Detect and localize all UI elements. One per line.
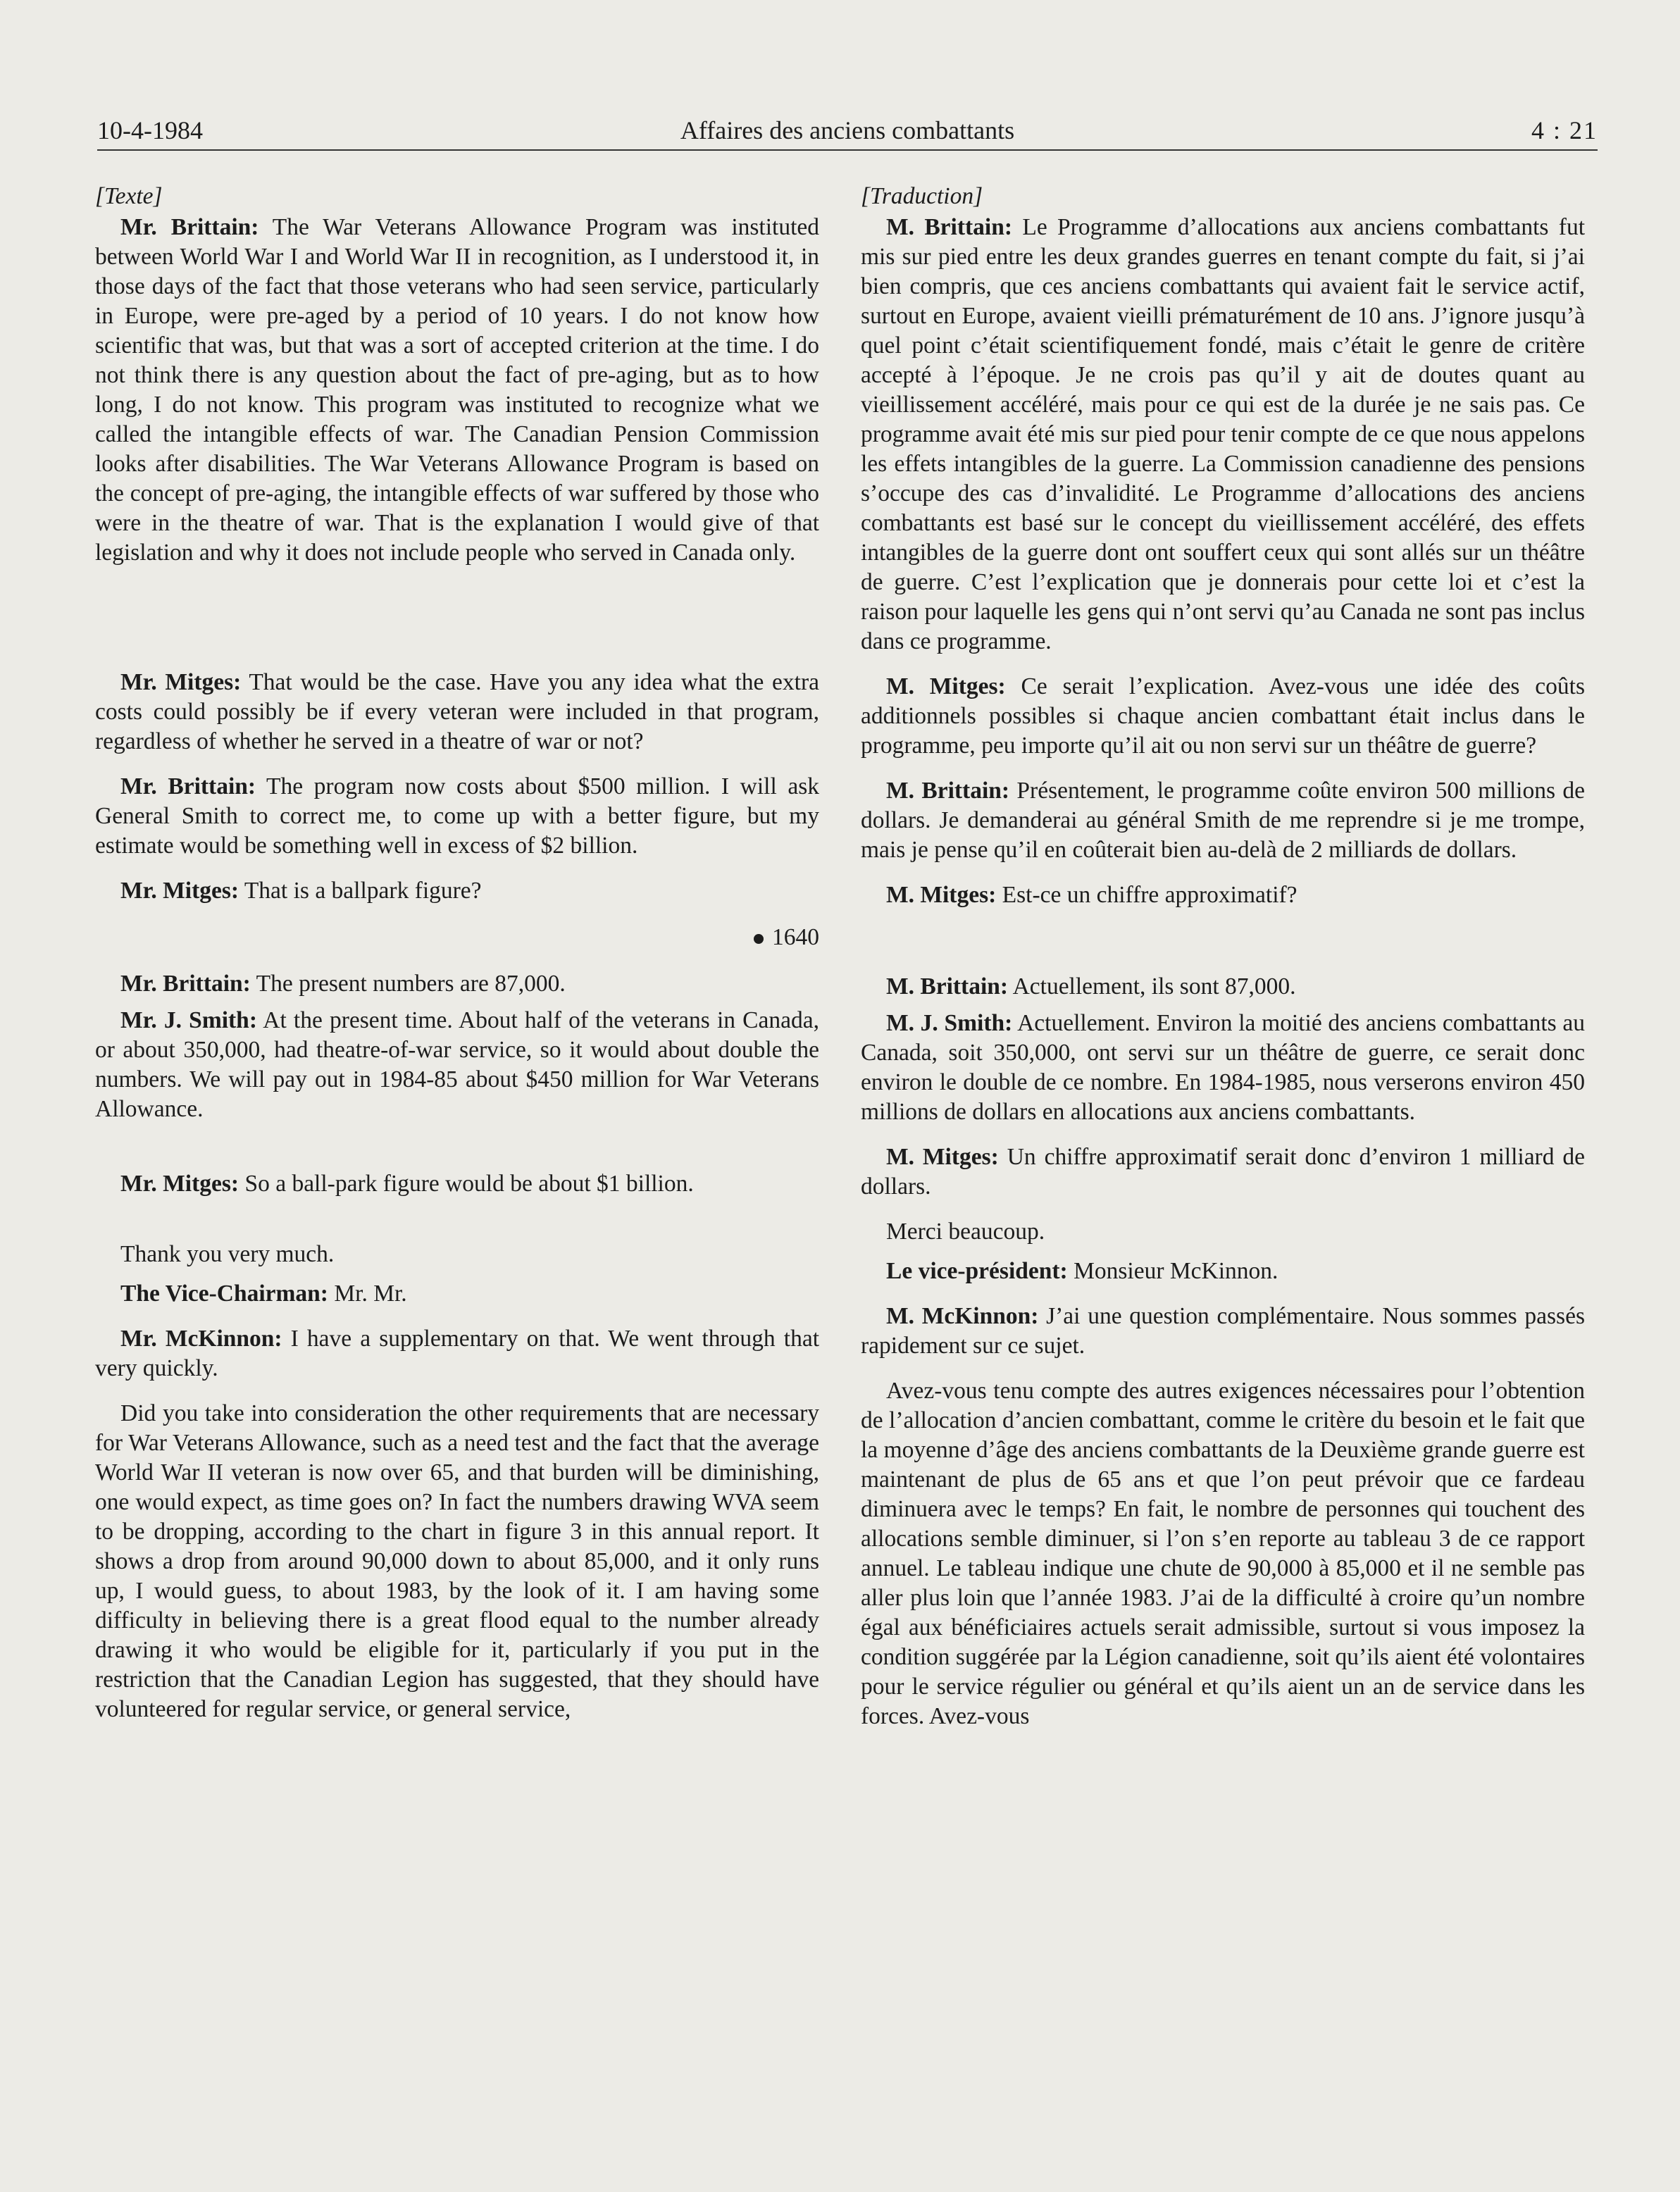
speaker-name: M. McKinnon: xyxy=(886,1303,1039,1329)
intervention-brittain-2 xyxy=(95,772,819,861)
intervention-mitges-2 xyxy=(861,880,1585,910)
speech-text: The program now costs about $500 million. I will ask General Smith to correct me, to come up with a better figure, but my estimate would be something well in excess of $2 billion. xyxy=(95,773,819,859)
time-stamp: 1640 xyxy=(772,924,819,950)
speaker-name: M. Brittain: xyxy=(886,973,1009,1000)
speaker-name: Mr. Mitges: xyxy=(120,1171,239,1197)
header-date: 10-4-1984 xyxy=(97,116,203,144)
section-tag: [Texte] xyxy=(95,183,163,209)
speaker-name: Mr. Mitges: xyxy=(120,669,242,695)
speech-text: Actuellement. Environ la moitié des anciens combattants au Canada, soit 350,000, ont servi sur un théâtre de guerre, ce serait donc environ le double de ce nombre. En 1984-1985, nous verserons environ 450 millions de dollars en allocations aux anciens combattants. xyxy=(861,1010,1586,1125)
speech-text: Un chiffre approximatif serait donc d’environ 1 milliard de dollars. xyxy=(861,1144,1585,1200)
intervention-vice-president xyxy=(861,1257,1585,1286)
intervention-brittain-1 xyxy=(861,213,1585,656)
speaker-name: Mr. Brittain: xyxy=(120,214,259,240)
english-column xyxy=(95,182,819,1724)
speech-text: Est-ce un chiffre approximatif? xyxy=(996,882,1298,908)
intervention-mitges-1 xyxy=(861,672,1585,761)
speech-text: I have a supplementary on that. We went through that very quickly. xyxy=(95,1326,820,1381)
bullet-icon xyxy=(754,934,764,944)
header-page-number: 4 : 21 xyxy=(1531,116,1598,144)
intervention-vice-chairman xyxy=(95,1279,819,1309)
paragraph-mckinnon-question: Avez-vous tenu compte des autres exigences nécessaires pour l’obtention de l’allocation d’ancien combattant, comme le critère du besoin et le fait que la moyenne d’âge des anciens combattants de la Deuxième grande guerre est maintenant de plus de 65 ans et que l’on peut prévoir que ce fardeau diminuera avec le temps? En fait, le nombre de personnes qui touchent des allocations semble diminuer, si l’on s’en reporte au tableau 3 de ce rapport annuel. Le tableau indique une chute de 90,000 à 85,000 et il ne semble pas aller plus loin que l’année 1983. J’ai de la difficulté à croire qu’un nombre égal aux bénéficiaires actuels serait admissible, surtout si vous imposez la condition suggérée par la Légion canadienne, soit qu’ils aient été volontaires pour le service régulier ou général et qu’ils aient un an de service dans les forces. Avez-vous xyxy=(861,1378,1585,1729)
time-marker xyxy=(95,923,819,952)
speech-text: The present numbers are 87,000. xyxy=(250,971,566,997)
speech-text: At the present time. About half of the veterans in Canada, or about 350,000, had theatre-of-war service, so it would about double the numbers. We will pay out in 1984-85 about $450 million for War Veterans Allowance. xyxy=(95,1007,819,1122)
speech-text: The War Veterans Allowance Program was instituted between World War I and World War II in recognition, as I understood it, in those days of the fact that those veterans who had seen service, particularly in Europe, were pre-aged by a period of 10 years. I do not know how scientific that was, but that was a sort of accepted criterion at the time. I do not think there is any question about the fact of pre-aging, but as to how long, I do not know. This program was instituted to recognize what we called the intangible effects of war. The Canadian Pension Commission looks after disabilities. The War Veterans Allowance Program is based on the concept of pre-aging, the intangible effects of war suffered by those who were in the theatre of war. That is the explanation I would give of that legislation and why it does not include people who served in Canada only. xyxy=(95,214,820,566)
speech-text: Présentement, le programme coûte environ 500 millions de dollars. Je demanderai au général Smith de me reprendre si je me trompe, mais je pense qu’il en coûterait bien au-delà de 2 milliards de dollars. xyxy=(861,778,1585,863)
intervention-mitges-3 xyxy=(95,1169,819,1199)
intervention-smith-1 xyxy=(95,1006,819,1124)
intervention-smith-1 xyxy=(861,1009,1585,1127)
header-title: Affaires des anciens combattants xyxy=(680,116,1015,144)
speaker-name: M. J. Smith: xyxy=(886,1010,1013,1036)
speaker-name: Mr. McKinnon: xyxy=(120,1326,282,1352)
intervention-mckinnon-1 xyxy=(861,1302,1585,1361)
intervention-brittain-3 xyxy=(95,969,819,999)
speaker-name: Mr. J. Smith: xyxy=(120,1007,257,1033)
speaker-name: M. Mitges: xyxy=(886,882,997,908)
speech-text: So a ball-park figure would be about $1 billion. xyxy=(239,1171,694,1197)
speaker-name: M. Brittain: xyxy=(886,214,1013,240)
speech-text: Actuellement, ils sont 87,000. xyxy=(1008,973,1296,1000)
speech-text: Mr. Mr. xyxy=(328,1281,407,1307)
thanks-line: Merci beaucoup. xyxy=(886,1219,1045,1245)
header-rule xyxy=(97,149,1598,151)
speaker-name: M. Mitges: xyxy=(886,1144,999,1170)
thanks-line: Thank you very much. xyxy=(120,1241,335,1267)
intervention-brittain-3 xyxy=(861,972,1585,1002)
page-header xyxy=(97,113,1598,155)
speaker-name: Mr. Mitges: xyxy=(120,878,239,904)
speech-text: Ce serait l’explication. Avez-vous une idée des coûts additionnels possibles si chaque ancien combattant était inclus dans le programme, peu importe qu’il ait ou non servi sur un théâtre de guerre? xyxy=(861,673,1586,759)
intervention-mckinnon-1 xyxy=(95,1324,819,1383)
speaker-name: Le vice-président: xyxy=(886,1258,1068,1284)
intervention-mitges-2 xyxy=(95,876,819,906)
speaker-name: The Vice-Chairman: xyxy=(120,1281,328,1307)
intervention-mitges-3 xyxy=(861,1142,1585,1202)
speech-text: Le Programme d’allocations aux anciens combattants fut mis sur pied entre les deux grandes guerres en tenant compte du fait, si j’ai bien compris, que ces anciens combattants qui avaient fait le service actif, surtout en Europe, avaient vieilli prématurément de 10 ans. J’ignore jusqu’à quel point c’était scientifiquement fondé, mais c’était le genre de critère accepté à l’époque. Je ne crois pas qu’il y ait de doutes quant au vieillissement accéléré, mais pour ce qui est de la durée je ne sais pas. Ce programme avait été mis sur pied pour tenir compte de ce que nous appelons les effets intangibles de la guerre. La Commission canadienne des pensions s’occupe des cas d’invalidité. Le Programme d’allocations des anciens combattants est basé sur le concept du vieillissement accéléré, des effets intangibles de la guerre dont ont souffert ceux qui sont allés sur un théâtre de guerre. C’est l’explication que je donnerais pour cette loi et c’est la raison pour laquelle les gens qui n’ont servi qu’au Canada ne sont pas inclus dans ce programme. xyxy=(861,214,1586,654)
speech-text: J’ai une question complémentaire. Nous sommes passés rapidement sur ce sujet. xyxy=(861,1303,1585,1359)
section-tag: [Traduction] xyxy=(861,183,983,209)
speech-text: That is a ballpark figure? xyxy=(239,878,482,904)
paragraph-mckinnon-question: Did you take into consideration the other requirements that are necessary for War Veterans Allowance, such as a need test and the fact that the average World War II veteran is now over 65, and that burden will be diminishing, one would expect, as time goes on? In fact the numbers drawing WVA seem to be dropping, according to the chart in figure 3 in this annual report. It shows a drop from around 90,000 down to about 85,000, and it only runs up, I would guess, to about 1983, by the look of it. I am having some difficulty in believing there is a great flood equal to the number already drawing it who would be eligible for it, particularly if you put in the restriction that the Canadian Legion has suggested, that they should have volunteered for regular service, or general service, xyxy=(95,1400,819,1722)
speaker-name: M. Mitges: xyxy=(886,673,1006,699)
intervention-brittain-2 xyxy=(861,776,1585,865)
speaker-name: Mr. Brittain: xyxy=(120,773,256,799)
intervention-mitges-1 xyxy=(95,668,819,756)
intervention-brittain-1 xyxy=(95,213,819,568)
speech-text: Monsieur McKinnon. xyxy=(1067,1258,1278,1284)
french-column xyxy=(861,182,1585,1731)
speech-text: That would be the case. Have you any idea what the extra costs could possibly be if every veteran were included in that program, regardless of whether he served in a theatre of war or not? xyxy=(95,669,819,754)
speaker-name: M. Brittain: xyxy=(886,778,1010,804)
speaker-name: Mr. Brittain: xyxy=(120,971,251,997)
